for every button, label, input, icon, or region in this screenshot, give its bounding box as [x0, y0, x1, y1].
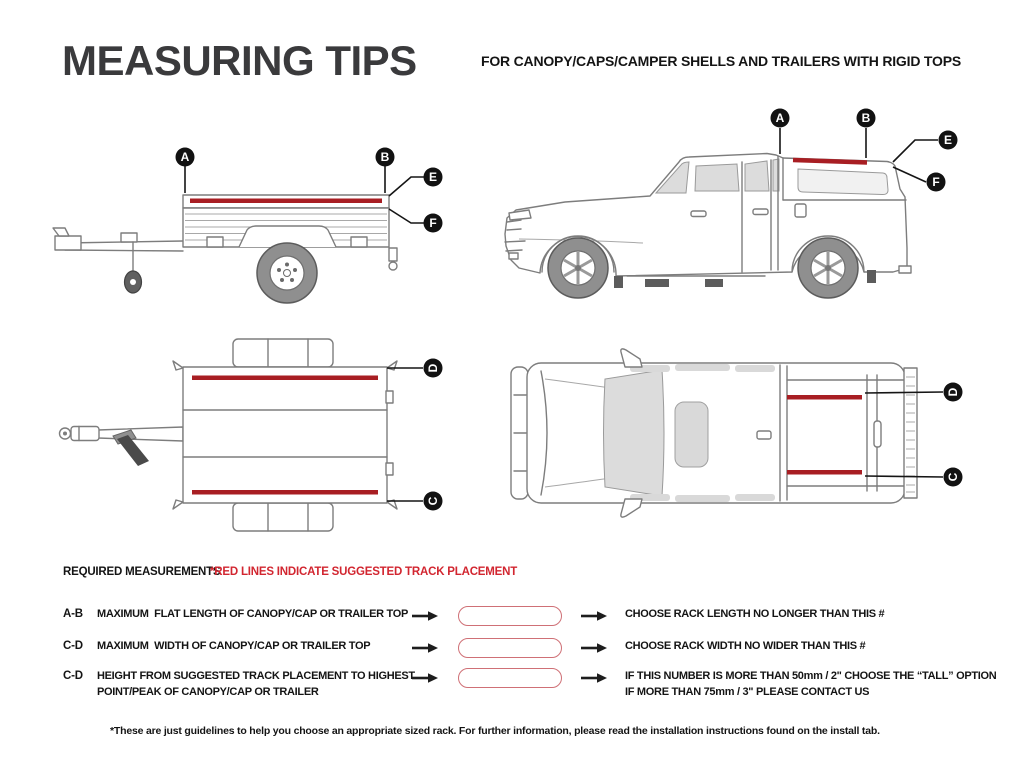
trailer-side-drawing — [53, 195, 397, 303]
svg-text:D: D — [946, 387, 961, 397]
measurement-key: C-D — [63, 640, 83, 652]
arrow-right-icon — [412, 642, 438, 654]
leader-line-d — [865, 392, 943, 393]
blank-entry-oval — [458, 668, 562, 688]
svg-text:E: E — [943, 133, 953, 148]
svg-text:F: F — [932, 175, 940, 190]
truck-top-view-diagram — [505, 335, 975, 550]
badge-c — [424, 492, 443, 511]
arrow-right-icon — [412, 610, 438, 622]
side-mirror-right — [621, 499, 642, 517]
badge-e — [424, 168, 443, 187]
track-placement-line — [793, 160, 867, 163]
arrow-right-icon — [412, 672, 438, 684]
svg-text:B: B — [861, 111, 871, 126]
measurement-key: A-B — [63, 608, 83, 620]
svg-text:C: C — [426, 496, 441, 506]
blank-entry-oval — [458, 638, 562, 658]
badge-a — [771, 109, 790, 128]
svg-text:F: F — [429, 216, 437, 231]
badge-d — [424, 359, 443, 378]
truck-side-view-diagram — [495, 100, 995, 320]
track-placement-line-top — [787, 395, 862, 400]
arrow-right-icon — [581, 642, 607, 654]
trailer-top-view-diagram — [25, 335, 465, 550]
red-lines-note: *RED LINES INDICATE SUGGESTED TRACK PLACEMENT — [210, 566, 518, 578]
leader-line-e — [389, 177, 424, 196]
truck-top-drawing — [511, 349, 917, 517]
badge-f — [424, 214, 443, 233]
measurement-description: HEIGHT FROM SUGGESTED TRACK PLACEMENT TO HIGHEST — [97, 670, 415, 682]
badge-f — [927, 173, 946, 192]
measurement-description: MAXIMUM FLAT LENGTH OF CANOPY/CAP OR TRAILER TOP — [97, 608, 409, 620]
required-measurements-heading: REQUIRED MEASUREMENTS — [63, 566, 221, 578]
sunroof — [675, 402, 708, 467]
badge-e — [939, 131, 958, 150]
svg-text:E: E — [428, 170, 438, 185]
leader-line-e — [893, 140, 938, 162]
svg-text:C: C — [946, 472, 961, 482]
svg-text:D: D — [426, 363, 441, 373]
svg-text:A: A — [180, 150, 190, 165]
arrow-right-icon — [581, 610, 607, 622]
measurement-description: MAXIMUM WIDTH OF CANOPY/CAP OR TRAILER TOP — [97, 640, 371, 652]
badge-b — [376, 148, 395, 167]
measurement-row-width — [0, 638, 1024, 668]
svg-text:A: A — [775, 111, 785, 126]
measurement-guideline-line2: IF MORE THAN 75mm / 3" PLEASE CONTACT US — [625, 686, 870, 698]
truck-side-drawing — [505, 154, 911, 299]
badge-c — [944, 468, 963, 487]
leader-line-f — [389, 209, 424, 223]
badge-d — [944, 383, 963, 402]
track-placement-line-bottom — [787, 470, 862, 475]
leader-line-c — [865, 476, 943, 477]
blank-entry-oval — [458, 606, 562, 626]
footer-disclaimer: *These are just guidelines to help you choose an appropriate sized rack. For further information, please read the installation instructions found on the install tab. — [110, 725, 880, 737]
arrow-right-icon — [581, 672, 607, 684]
svg-text:B: B — [380, 150, 390, 165]
track-placement-line-bottom — [192, 490, 378, 495]
measurement-guideline: CHOOSE RACK LENGTH NO LONGER THAN THIS # — [625, 608, 885, 620]
track-placement-line — [190, 199, 382, 204]
badge-b — [857, 109, 876, 128]
measurement-guideline: IF THIS NUMBER IS MORE THAN 50mm / 2" CHOOSE THE “TALL” OPTION — [625, 670, 997, 682]
measurement-row-height — [0, 668, 1024, 710]
page-title: MEASURING TIPS — [62, 37, 417, 84]
trailer-top-drawing — [60, 339, 398, 531]
measurement-description-line2: POINT/PEAK OF CANOPY/CAP OR TRAILER — [97, 686, 319, 698]
badge-a — [176, 148, 195, 167]
measurement-guideline: CHOOSE RACK WIDTH NO WIDER THAN THIS # — [625, 640, 866, 652]
page-subtitle: FOR CANOPY/CAPS/CAMPER SHELLS AND TRAILERS WITH RIGID TOPS — [481, 53, 961, 69]
trailer-side-view-diagram — [45, 125, 460, 320]
measurement-key: C-D — [63, 670, 83, 682]
side-mirror-left — [621, 349, 642, 367]
track-placement-line-top — [192, 376, 378, 381]
measurement-row-length — [0, 606, 1024, 636]
